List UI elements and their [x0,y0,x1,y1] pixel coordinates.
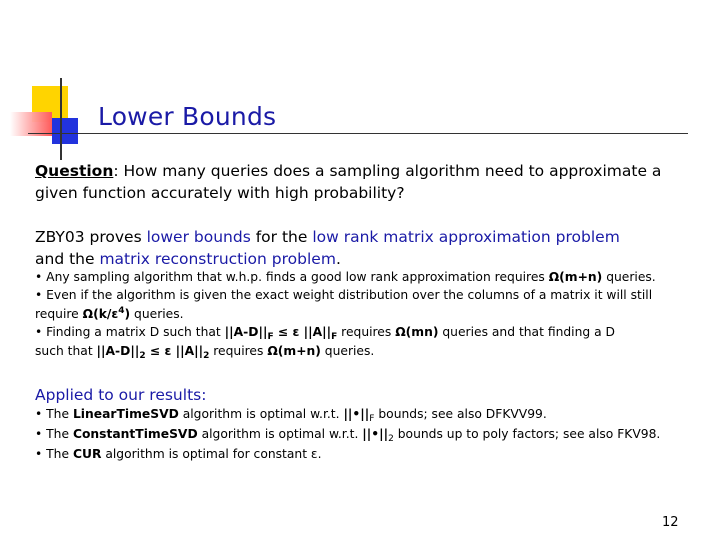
result-1: • The LinearTimeSVD algorithm is optimal w.r.t. $||•||_F$ bounds; see also DFKVV99. [35,407,547,424]
reconstruction-term: matrix reconstruction problem [99,250,336,268]
decor-vertical-line [60,78,62,160]
bullet-3-line-2: such that $||A-D||_2 \le \varepsilon$ $||A||_2$ requires Ω(m+n) queries. [35,344,375,361]
bullet-3-line-1: • Finding a matrix D such that $||A-D||_F \le \varepsilon$ $||A||_F$ requires Ω(mn) queries and that finding a D [35,325,616,342]
lower-bounds-term: lower bounds [146,228,251,246]
question-label: Question [35,162,114,180]
low-rank-term: low rank matrix approximation problem [312,228,620,246]
bullet-1: • Any sampling algorithm that w.h.p. finds a good low rank approximation requires Ω(m+n) queries. [35,270,656,284]
question-line-2: given function accurately with high probability? [35,184,405,202]
zby-line-2: and the matrix reconstruction problem. [35,250,341,268]
result-3: • The CUR algorithm is optimal for constant ε. [35,447,322,461]
algorithm-name: CUR [72,447,102,461]
decor-blue-square [52,118,78,144]
applied-heading: Applied to our results: [35,386,207,404]
bullet-2-line-1: • Even if the algorithm is given the exact weight distribution over the columns of a matrix it will still [35,288,653,302]
slide-title: Lower Bounds [98,102,277,131]
page-number: 12 [662,515,679,530]
zby-line-1: ZBY03 proves lower bounds for the low rank matrix approximation problem [35,228,620,246]
title-underline [28,133,688,134]
question-line-1: Question: How many queries does a sampling algorithm need to approximate a [35,162,662,180]
algorithm-name: LinearTimeSVD [72,407,179,421]
result-2: • The ConstantTimeSVD algorithm is optimal w.r.t. $||•||_2$ bounds up to poly factors; see also FKV98. [35,427,661,444]
algorithm-name: ConstantTimeSVD [72,427,198,441]
bullet-2-line-2: require $\Omega(k/\varepsilon^4)$ queries. [35,306,184,321]
